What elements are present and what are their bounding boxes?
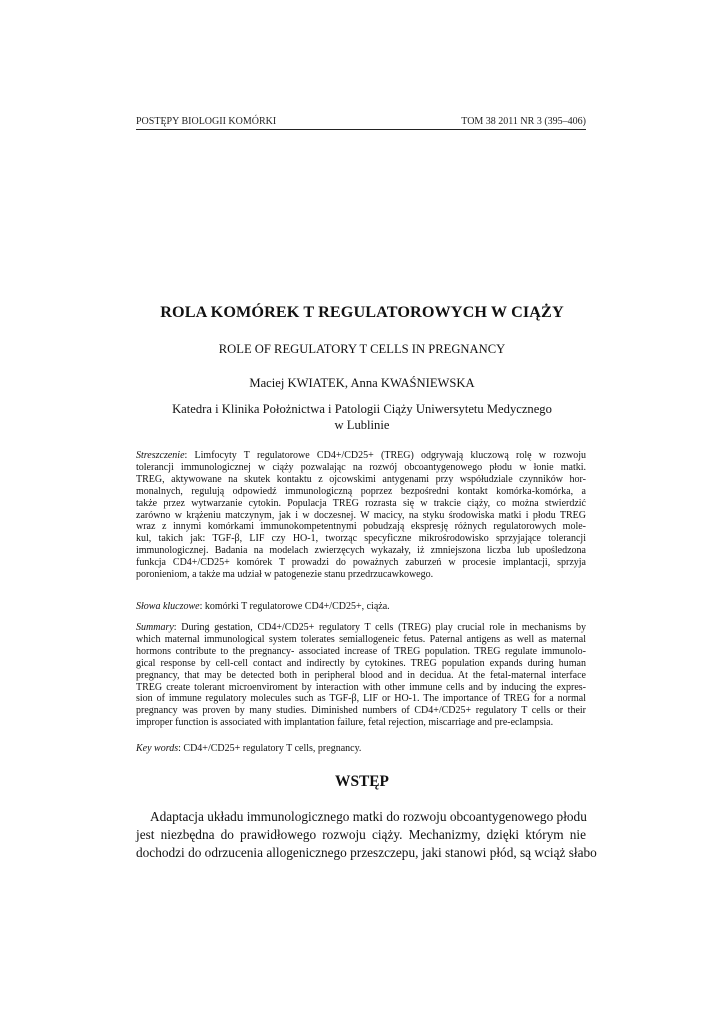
body-paragraph — [136, 808, 597, 863]
abstract-line: TREG create tolerant microenviroment by interaction with other immune cells and by inducing the expres- — [136, 681, 586, 693]
abstract-line: Streszczenie: Limfocyty T regulatorowe CD4+/CD25+ (TREG) odgrywają kluczową rolę w rozwoju — [136, 450, 586, 461]
abstract-line: improper function is associated with implantation failure, fetal rejection, miscarriage and pre-eclampsia. — [136, 717, 554, 729]
abstract-line: Summary: During gestation, CD4+/CD25+ regulatory T cells (TREG) play crucial role in mechanisms by — [136, 622, 586, 633]
affiliation-line: w Lublinie — [334, 417, 390, 432]
abstract-line: pregnancy, that may be detected both in peripheral blood and in decidua. At the fetal-maternal interface — [136, 669, 586, 681]
abstract-line: pregnancy was proven by many studies. Diminished numbers of CD4+/CD25+ regulatory T cells or their — [136, 705, 586, 717]
summary-label: Summary — [136, 622, 174, 633]
keywords-english — [136, 743, 586, 755]
article-subtitle-english: ROLE OF REGULATORY T CELLS IN PREGNANCY — [218, 342, 506, 356]
abstract-line: kul, takich jak: TGF-β, LIF czy HO-1, tworząc specyficzne mikrośrodowisko sprzyjające tolerancji — [136, 533, 586, 545]
abstract-polish — [136, 450, 586, 581]
affiliation — [0, 402, 724, 433]
abstract-line: tolerancji immunologicznej w ciąży pozwalając na rozwój obcoantygenowego płodu w łonie matki. — [136, 461, 586, 473]
keywords-label: Słowa kluczowe — [136, 601, 200, 612]
abstract-line: hormons contribute to the pregnancy- associated increase of TREG population. TREG regulate immunolo- — [136, 645, 586, 657]
body-line: Adaptacja układu immunologicznego matki do rozwoju obcoantygenowego płodu — [150, 809, 587, 824]
abstract-line: immunologicznej. Badania na modelach zwierzęcych wykazały, iż zmniejszona liczba lub upośledzona — [136, 545, 586, 557]
abstract-label: Streszczenie — [136, 450, 185, 461]
keywords-polish — [136, 601, 586, 613]
abstract-line: TREG, aktywowane na skutek kontaktu z ojcowskimi antygenami przy współudziale czynników hor- — [136, 473, 586, 485]
journal-name: POSTĘPY BIOLOGII KOMÓRKI — [136, 116, 277, 127]
body-line: jest niezbędna do prawidłowego rozwoju ciąży. Mechanizmy, dzięki którym nie — [136, 827, 586, 843]
abstract-line: monalnych, regulują odpowiedź immunologiczną poprzez bezpośredni kontakt komórka-komórka, a — [136, 485, 586, 497]
abstract-line: wraz z innymi komórkami immunokompetentnymi pobudzają ekspresję różnych regulatorowych mole- — [136, 521, 586, 533]
keywords-text: : CD4+/CD25+ regulatory T cells, pregnancy. — [178, 743, 362, 754]
abstract-line: which maternal immunological system tolerates semiallogeneic fetus. Paternal antigens as well as maternal — [136, 633, 586, 645]
article-title: ROLA KOMÓREK T REGULATOROWYCH W CIĄŻY — [160, 303, 564, 321]
keywords-text: : komórki T regulatorowe CD4+/CD25+, ciąża. — [199, 601, 390, 612]
keywords-label: Key words — [136, 743, 179, 754]
affiliation-line: Katedra i Klinika Położnictwa i Patologii Ciąży Uniwersytetu Medycznego — [172, 402, 552, 416]
running-header — [136, 116, 586, 130]
abstract-line: poronieniom, a także ma udział w patogenezie stanu przedrzucawkowego. — [136, 569, 434, 581]
abstract-english — [136, 622, 586, 729]
section-heading: WSTĘP — [335, 773, 389, 790]
body-line: dochodzi do odrzucenia allogenicznego przeszczepu, jaki stanowi płód, są wciąż słabo — [136, 845, 597, 861]
volume-info: TOM 38 2011 NR 3 (395–406) — [461, 116, 586, 127]
authors: Maciej KWIATEK, Anna KWAŚNIEWSKA — [249, 376, 475, 390]
abstract-line: funkcja CD4+/CD25+ komórek T prowadzi do poważnych zaburzeń w procesie implantacji, sprzyja — [136, 557, 586, 569]
abstract-line: zarówno w krążeniu matczynym, jak i w doczesnej. W macicy, na styku środowiska matki i płodu TREG — [136, 509, 586, 521]
abstract-line: gical response by cell-cell contact and indirectly by cytokines. TREG population expands during human — [136, 657, 586, 669]
abstract-line: sion of immune regulatory molecules such as TGF-β, LIF or HO-1. The importance of TREG for a normal — [136, 693, 586, 705]
abstract-line: także przez wytwarzanie cytokin. Populacja TREG rozrasta się w trakcie ciąży, co można stwierdzić — [136, 497, 586, 509]
